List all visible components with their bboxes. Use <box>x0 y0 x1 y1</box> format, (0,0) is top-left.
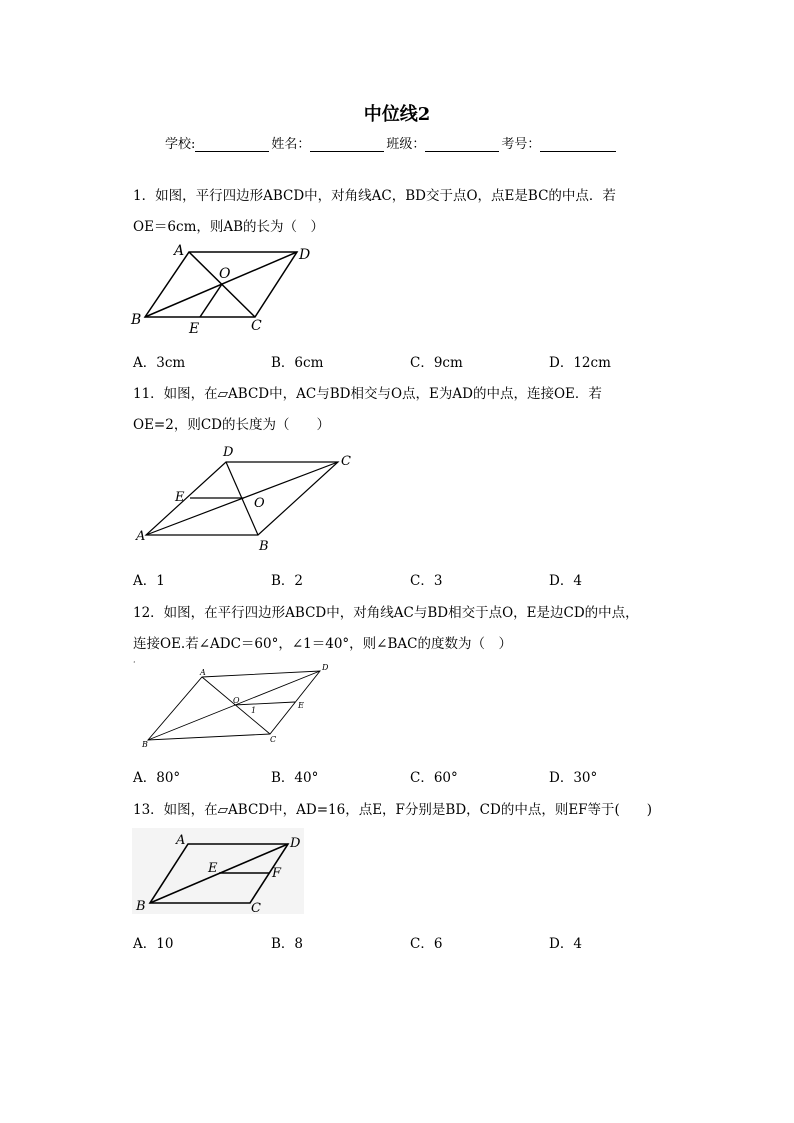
label-a: A <box>136 529 146 544</box>
question-12-option-d[interactable]: D．30° <box>549 770 598 786</box>
label-e: E <box>298 701 304 710</box>
question-12-option-c[interactable]: C．60° <box>410 770 458 786</box>
question-1-line-2: OE＝6cm，则AB的长为（ ） <box>133 219 325 235</box>
label-d: D <box>290 836 301 851</box>
question-11-option-a[interactable]: A．1 <box>133 573 165 589</box>
diagonal-ac <box>202 677 270 734</box>
question-13-option-c[interactable]: C．6 <box>410 936 443 952</box>
school-label: 学校: <box>165 137 196 152</box>
exam-no-blank[interactable] <box>540 137 616 152</box>
label-f: F <box>272 866 282 881</box>
question-11-line-1: 11．如图，在▱ABCD中，AC与BD相交与O点，E为AD的中点，连接OE．若 <box>133 386 602 402</box>
question-13-option-d[interactable]: D．4 <box>549 936 582 952</box>
diagonal-bd <box>148 671 320 740</box>
question-11-option-d[interactable]: D．4 <box>549 573 582 589</box>
exam-no-label: 考号： <box>501 137 541 152</box>
name-blank[interactable] <box>310 137 384 152</box>
label-e: E <box>175 490 185 505</box>
label-o: O <box>233 696 240 705</box>
label-b: B <box>142 740 148 749</box>
question-11-option-c[interactable]: C．3 <box>410 573 443 589</box>
label-b: B <box>136 899 146 914</box>
label-o: O <box>254 496 265 511</box>
class-label: 班级： <box>386 137 426 152</box>
question-11-figure <box>130 440 360 555</box>
question-12-option-a[interactable]: A．80° <box>133 770 181 786</box>
label-c: C <box>341 454 351 469</box>
label-b: B <box>259 539 269 554</box>
question-13-figure <box>132 828 307 916</box>
label-c: C <box>251 318 262 334</box>
name-label: 姓名： <box>271 137 311 152</box>
label-a: A <box>174 243 185 259</box>
label-e: E <box>208 861 218 876</box>
label-e: E <box>189 321 200 337</box>
question-13-option-a[interactable]: A．10 <box>133 936 174 952</box>
label-c: C <box>270 735 277 744</box>
question-1-figure <box>125 238 325 338</box>
question-1-option-c[interactable]: C．9cm <box>410 355 463 371</box>
question-13-option-b[interactable]: B．8 <box>271 936 304 952</box>
question-12-line-1: 12．如图，在平行四边形ABCD中，对角线AC与BD相交于点O，E是边CD的中点， <box>133 605 639 621</box>
page-title: 中位线2 <box>363 104 431 125</box>
question-11-line-2: OE=2，则CD的长度为（ ） <box>133 417 330 433</box>
question-1-option-a[interactable]: A．3cm <box>133 355 186 371</box>
question-12-option-b[interactable]: B．40° <box>271 770 319 786</box>
label-c: C <box>251 901 261 916</box>
question-1-option-b[interactable]: B．6cm <box>271 355 324 371</box>
question-13-line-1: 13．如图，在▱ABCD中，AD=16，点E，F分别是BD，CD的中点，则EF等于( ) <box>133 802 653 818</box>
question-1-option-d[interactable]: D．12cm <box>549 355 611 371</box>
question-12-line-2: 连接OE.若∠ADC＝60°，∠1＝40°，则∠BAC的度数为（ ） <box>133 636 512 652</box>
question-12-figure <box>130 658 345 753</box>
label-d: D <box>299 247 311 263</box>
label-d: D <box>223 445 234 460</box>
label-b: B <box>131 312 142 328</box>
class-blank[interactable] <box>425 137 499 152</box>
label-tick: · <box>133 658 136 667</box>
student-info-row <box>165 133 618 152</box>
label-angle-1: 1 <box>251 706 257 715</box>
label-a: A <box>176 833 186 848</box>
question-1-line-1: 1．如图，平行四边形ABCD中，对角线AC，BD交于点O，点E是BC的中点．若 <box>133 188 616 204</box>
label-a: A <box>200 668 206 677</box>
label-o: O <box>219 266 231 282</box>
school-blank[interactable] <box>195 137 269 152</box>
segment-oe <box>234 702 295 705</box>
question-11-option-b[interactable]: B．2 <box>271 573 304 589</box>
label-d: D <box>322 663 329 672</box>
